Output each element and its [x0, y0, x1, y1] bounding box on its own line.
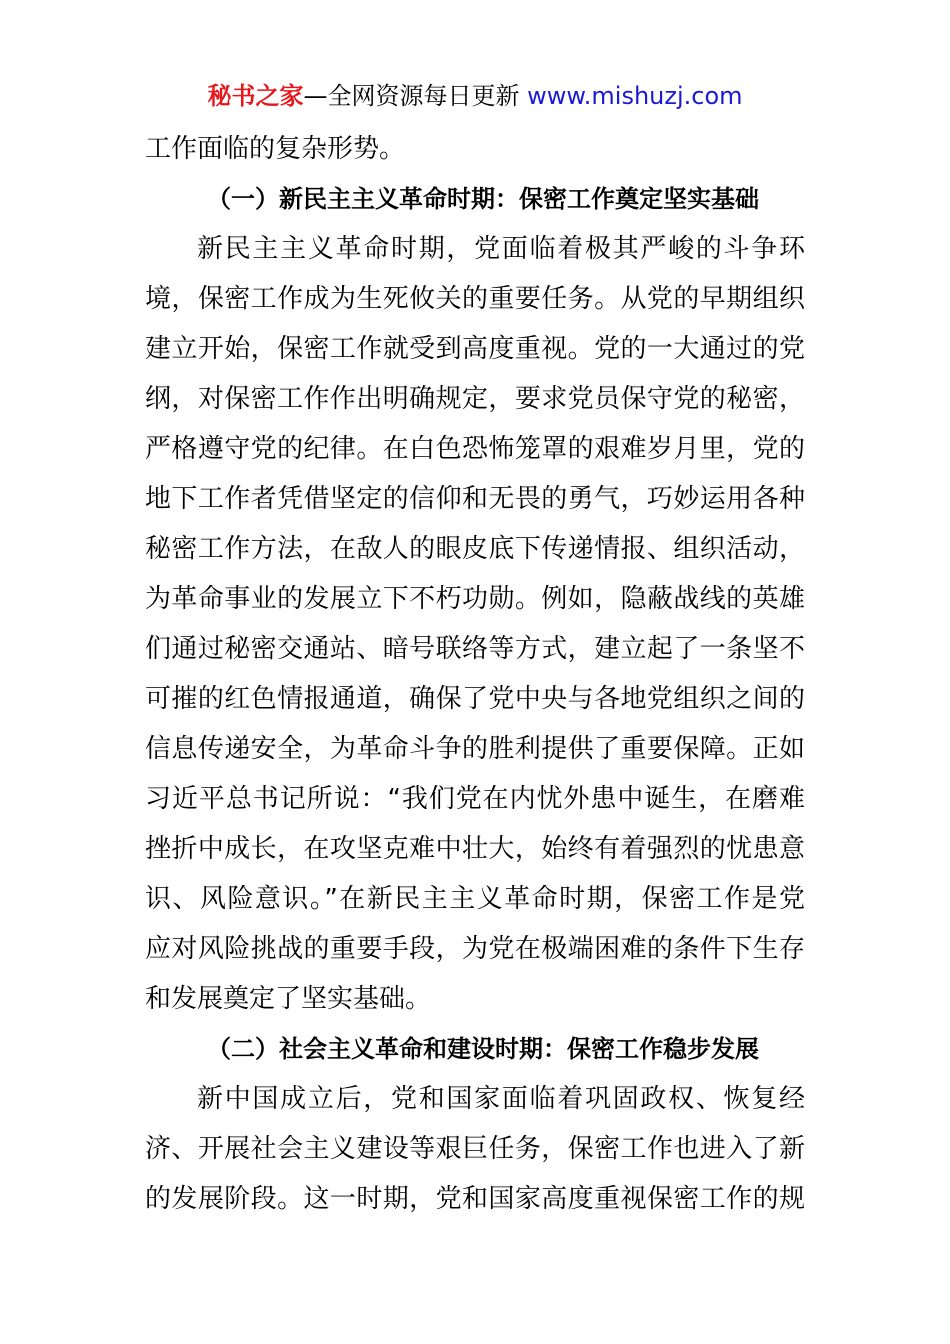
paragraph-line: 识、风险意识。”在新民主主义革命时期，保密工作是党	[145, 884, 805, 914]
paragraph-line: 新中国成立后，党和国家面临着巩固政权、恢复经	[197, 1084, 805, 1114]
paragraph-line: 挫折中成长，在攻坚克难中壮大，始终有着强烈的忧患意	[145, 834, 805, 864]
site-tagline: —全网资源每日更新	[303, 82, 520, 110]
paragraph-line: 新民主主义革命时期，党面临着极其严峻的斗争环	[197, 234, 805, 264]
paragraph-line: 建立开始，保密工作就受到高度重视。党的一大通过的党	[145, 334, 805, 364]
site-brand: 秘书之家	[207, 82, 304, 110]
text-line: 工作面临的复杂形势。	[145, 134, 406, 164]
paragraph-line: 和发展奠定了坚实基础。	[145, 984, 432, 1014]
paragraph-line: 地下工作者凭借坚定的信仰和无畏的勇气，巧妙运用各种	[145, 484, 805, 514]
paragraph-line: 为革命事业的发展立下不朽功勋。例如，隐蔽战线的英雄	[145, 584, 805, 614]
paragraph-line: 可摧的红色情报通道，确保了党中央与各地党组织之间的	[145, 684, 805, 714]
paragraph-line: 们通过秘密交通站、暗号联络等方式，建立起了一条坚不	[145, 634, 805, 664]
paragraph-line: 境，保密工作成为生死攸关的重要任务。从党的早期组织	[145, 284, 805, 314]
section-heading-2: （二）社会主义革命和建设时期：保密工作稳步发展	[207, 1035, 759, 1063]
site-url-link[interactable]: www.mishuzj.com	[527, 82, 743, 110]
paragraph-line: 信息传递安全，为革命斗争的胜利提供了重要保障。正如	[145, 734, 805, 764]
section-heading-1: （一）新民主主义革命时期：保密工作奠定坚实基础	[207, 185, 759, 213]
paragraph-line: 济、开展社会主义建设等艰巨任务，保密工作也进入了新	[145, 1134, 805, 1164]
paragraph-line: 纲，对保密工作作出明确规定，要求党员保守党的秘密，	[145, 384, 805, 414]
paragraph-line: 严格遵守党的纪律。在白色恐怖笼罩的艰难岁月里，党的	[145, 434, 805, 464]
paragraph-line: 应对风险挑战的重要手段，为党在极端困难的条件下生存	[145, 934, 805, 964]
paragraph-line: 习近平总书记所说：“我们党在内忧外患中诞生，在磨难	[145, 784, 805, 814]
site-header	[0, 78, 950, 114]
document-body	[145, 124, 805, 1224]
paragraph-line: 的发展阶段。这一时期，党和国家高度重视保密工作的规	[145, 1184, 805, 1214]
paragraph-line: 秘密工作方法，在敌人的眼皮底下传递情报、组织活动，	[145, 534, 805, 564]
